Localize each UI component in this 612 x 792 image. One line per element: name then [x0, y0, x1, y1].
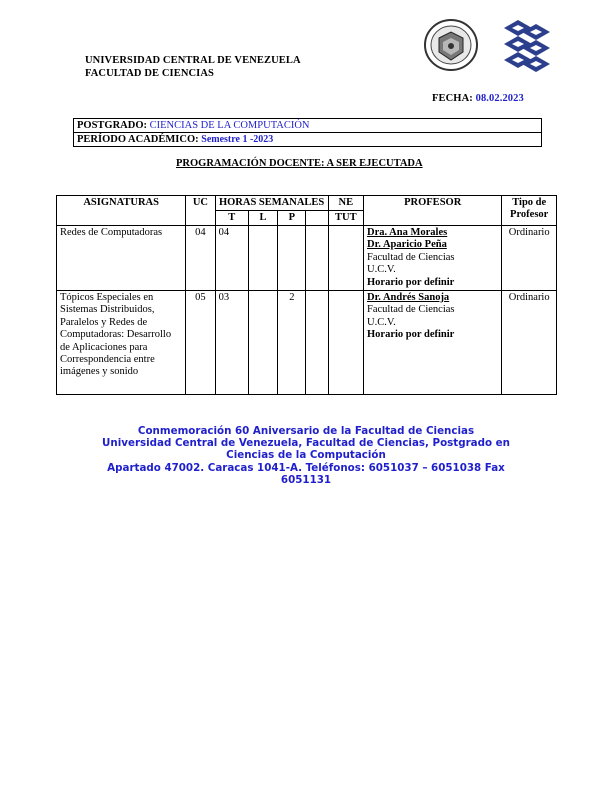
tipo-cell: Ordinario: [502, 291, 557, 395]
p-cell: [278, 226, 306, 291]
table-row: [57, 226, 557, 291]
footer: [56, 425, 556, 486]
postgrado-value: CIENCIAS DE LA COMPUTACIÓN: [149, 120, 310, 131]
profesor-university: U.C.V.: [367, 316, 396, 328]
periodo-row: [74, 133, 541, 146]
footer-line-3: Apartado 47002. Caracas 1041-A. Teléfonos: 6051037 – 6051038 Fax 6051131: [107, 461, 505, 486]
university-seal-icon: [423, 18, 479, 72]
postgrado-label: POSTGRADO:: [77, 120, 148, 131]
col-asignaturas: ASIGNATURAS: [57, 196, 186, 226]
ne-cell: [328, 291, 363, 395]
l-cell: [248, 226, 277, 291]
t-cell: 04: [215, 226, 248, 291]
faculty-name: FACULTAD DE CIENCIAS: [85, 68, 214, 79]
col-horas: HORAS SEMANALES: [215, 196, 328, 211]
col-l: L: [248, 211, 277, 226]
date-label: FECHA:: [432, 93, 473, 104]
col-uc: UC: [186, 196, 215, 226]
col-ne: NE: [328, 196, 363, 211]
faculty-logo-icon: [500, 18, 552, 76]
p-cell: 2: [278, 291, 306, 395]
postgrado-row: [74, 119, 541, 133]
program-title: PROGRAMACIÓN DOCENTE: A SER EJECUTADA: [176, 158, 423, 169]
col-tipo: Tipo de Profesor: [502, 196, 557, 226]
blank-cell: [306, 291, 328, 395]
profesor-university: U.C.V.: [367, 264, 396, 276]
asignatura-cell: Redes de Computadoras: [57, 226, 186, 291]
profesor-cell: [364, 226, 502, 291]
university-name: UNIVERSIDAD CENTRAL DE VENEZUELA: [85, 55, 301, 66]
col-blank: [306, 211, 328, 226]
profesor-cell: [364, 291, 502, 395]
footer-line-1: Conmemoración 60 Aniversario de la Facultad de Ciencias: [137, 425, 475, 437]
periodo-label: PERÍODO ACADÉMICO:: [77, 134, 199, 145]
table-row: [57, 291, 557, 395]
l-cell: [248, 291, 277, 395]
col-t: T: [215, 211, 248, 226]
periodo-value: Semestre 1 -2023: [201, 134, 274, 145]
profesor-name: Dr. Andrés Sanoja: [367, 292, 450, 304]
date-line: [432, 93, 524, 104]
blank-cell: [306, 226, 328, 291]
profesor-schedule: Horario por definir: [367, 329, 455, 341]
profesor-name: Dr. Aparicio Peña: [367, 239, 447, 251]
col-p: P: [278, 211, 306, 226]
uc-cell: 04: [186, 226, 215, 291]
footer-line-2: Universidad Central de Venezuela, Facultad de Ciencias, Postgrado en Ciencias de la Computación: [102, 437, 510, 462]
profesor-schedule: Horario por definir: [367, 276, 455, 288]
profesor-faculty: Facultad de Ciencias: [367, 304, 455, 316]
profesor-name: Dra. Ana Morales: [367, 227, 448, 238]
date-value: 08.02.2023: [475, 93, 524, 104]
col-tut: TUT: [328, 211, 363, 226]
table-header-row: [57, 196, 557, 211]
asignatura-cell: Tópicos Especiales en Sistemas Distribuidos, Paralelos y Redes de Computadoras: Desarrollo de Aplicaciones para Correspondencia entre imágenes y sonido: [57, 291, 186, 395]
tipo-cell: Ordinario: [502, 226, 557, 291]
schedule-table: [56, 195, 557, 395]
t-cell: 03: [215, 291, 248, 395]
program-info-box: [73, 118, 542, 147]
uc-cell: 05: [186, 291, 215, 395]
profesor-faculty: Facultad de Ciencias: [367, 251, 455, 263]
ne-cell: [328, 226, 363, 291]
col-profesor: PROFESOR: [364, 196, 502, 226]
